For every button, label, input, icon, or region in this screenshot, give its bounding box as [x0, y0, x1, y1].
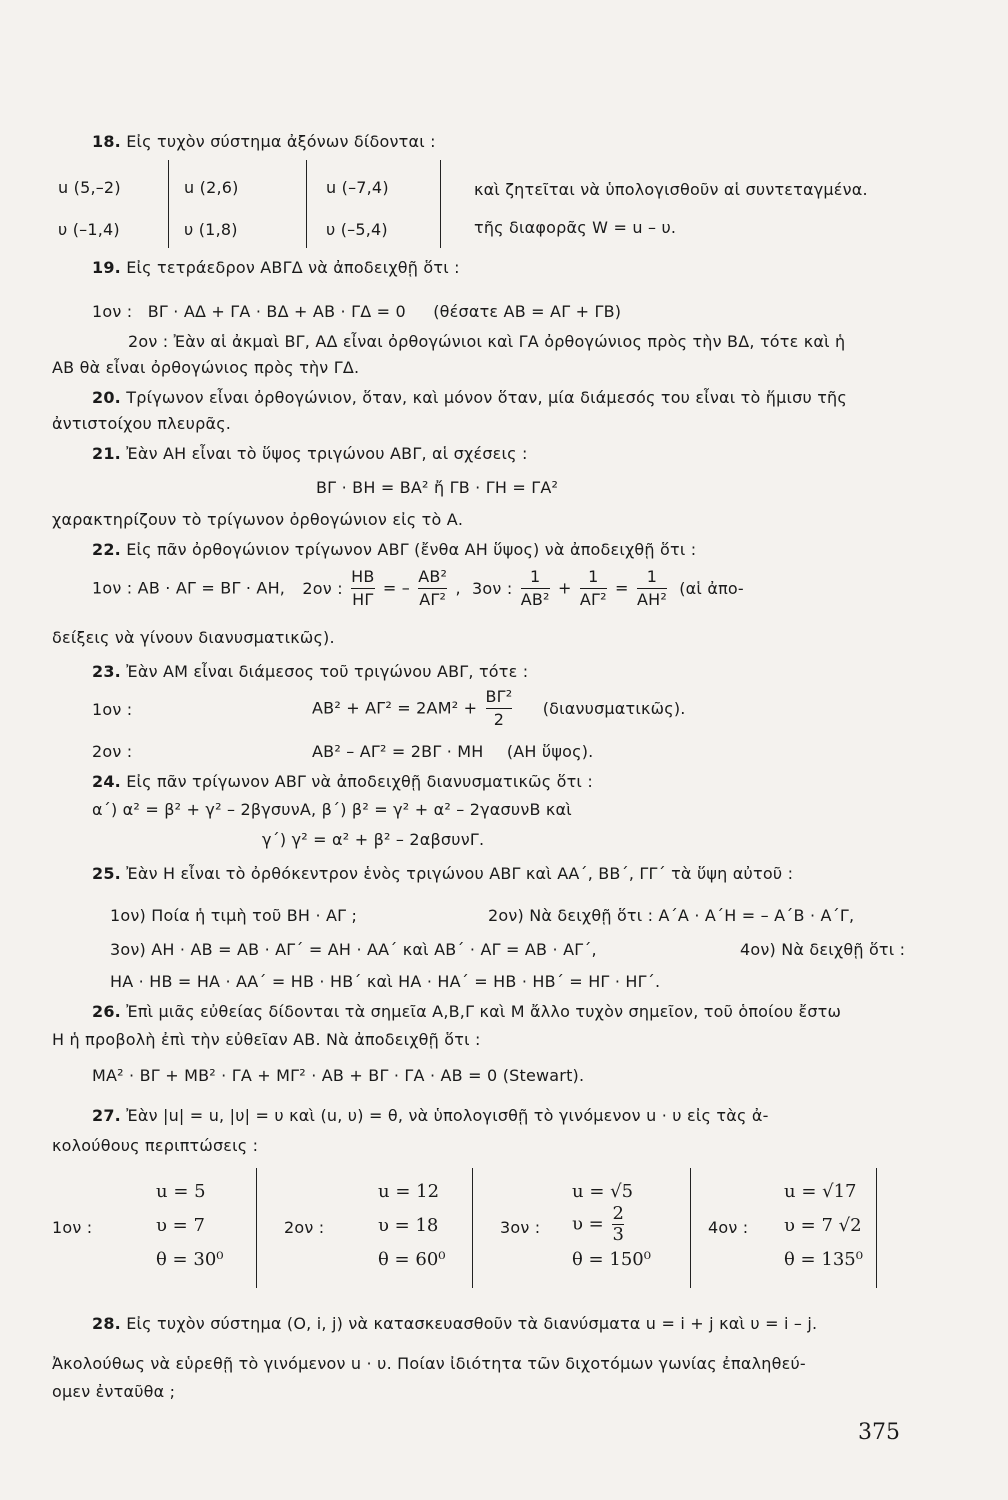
problem-text: Εἰς πᾶν τρίγωνον ΑΒΓ νὰ ἀποδειχθῇ διανυσματικῶς ὅτι : [126, 772, 593, 791]
table-divider [168, 160, 169, 248]
vector-u2: u (2,6) [184, 178, 239, 197]
problem-23-label-2: 2ον : [92, 742, 133, 761]
problem-number: 26. [92, 1002, 121, 1021]
problem-18-right-2 [474, 216, 676, 240]
denominator: ΑΓ² [419, 590, 447, 609]
table-divider [690, 1168, 691, 1288]
problem-number: 27. [92, 1106, 121, 1125]
case-3-theta: θ = 150⁰ [572, 1249, 651, 1270]
problem-28-line3: ομεν ἐνταῦθα ; [52, 1382, 176, 1401]
formula: ΒΓ · ΑΔ + ΓΑ · ΒΔ + ΑΒ · ΓΔ = 0 [147, 302, 406, 321]
denominator: ΑΒ² [520, 590, 550, 609]
text: τῆς διαφορᾶς [474, 218, 587, 237]
denominator: ΗΓ [352, 590, 374, 609]
numerator: ΑΒ² [418, 567, 448, 586]
problem-18-right-1: καὶ ζητεῖται νὰ ὑπολογισθοῦν αἱ συντεταγμένα. [474, 180, 868, 199]
problem-text: Ἐὰν Η εἶναι τὸ ὀρθόκεντρον ἑνὸς τριγώνου ΑΒΓ καὶ ΑΑ΄, ΒΒ΄, ΓΓ΄ τὰ ὕψη αὐτοῦ : [126, 864, 794, 883]
note: (διανυσματικῶς). [542, 698, 686, 718]
problem-19-heading [92, 256, 460, 280]
case-2-u: u = 12 [378, 1181, 440, 1202]
problem-24-line3: γ΄) γ² = α² + β² – 2αβσυνΓ. [262, 830, 485, 849]
vector-u3: u (–7,4) [326, 178, 389, 197]
problem-26-line2: Η ἡ προβολὴ ἐπὶ τὴν εὐθεῖαν ΑΒ. Νὰ ἀποδειχθῇ ὅτι : [52, 1030, 481, 1049]
page-number: 375 [858, 1420, 900, 1445]
problem-25-line2b: 2ον) Νὰ δειχθῇ ὅτι : Α΄Α · Α΄Η = – Α΄Β · Α΄Γ, [488, 906, 855, 925]
problem-number: 18. [92, 132, 121, 151]
case-4-label: 4ον : [708, 1218, 749, 1237]
problem-text: Ἐπὶ μιᾶς εὐθείας δίδονται τὰ σημεῖα Α,Β,Γ καὶ Μ ἄλλο τυχὸν σημεῖον, τοῦ ὁποίου ἔστω [126, 1002, 842, 1021]
problem-19-line3: ΑΒ θὰ εἶναι ὀρθογώνιος πρὸς τὴν ΓΔ. [52, 358, 360, 377]
problem-24-line2: α΄) α² = β² + γ² – 2βγσυνΑ, β΄) β² = γ² + α² – 2γασυνΒ καὶ [92, 800, 572, 819]
problem-21-line1 [92, 442, 528, 466]
problem-25-line3a: 3ον) ΑΗ · ΑΒ = ΑΒ · ΑΓ΄ = ΑΗ · ΑΑ΄ καὶ ΑΒ΄ · ΑΓ = ΑΒ · ΑΓ΄, [110, 940, 597, 959]
problem-25-line1 [92, 862, 793, 886]
denominator: ΑΗ² [636, 590, 667, 609]
problem-number: 20. [92, 388, 121, 407]
problem-text: Εἰς τετράεδρον ΑΒΓΔ νὰ ἀποδειχθῇ ὅτι : [126, 258, 460, 277]
problem-21-formula: ΒΓ · ΒΗ = ΒΑ² ἤ ΓΒ · ΓΗ = ΓΑ² [316, 478, 559, 497]
table-divider [256, 1168, 257, 1288]
part-2-label: 2ον : [302, 578, 343, 598]
problem-21-line3: χαρακτηρίζουν τὸ τρίγωνον ὀρθογώνιον εἰς τὸ Α. [52, 510, 464, 529]
problem-25-line4: ΗΑ · ΗΒ = ΗΑ · ΑΑ΄ = ΗΒ · ΗΒ΄ καὶ ΗΑ · ΗΑ΄ = ΗΒ · ΗΒ΄ = ΗΓ · ΗΓ΄. [110, 972, 661, 991]
problem-number: 25. [92, 864, 121, 883]
case-2-theta: θ = 60⁰ [378, 1249, 446, 1270]
problem-number: 19. [92, 258, 121, 277]
problem-26-line3: ΜΑ² · ΒΓ + ΜΒ² · ΓΑ + ΜΓ² · ΑΒ + ΒΓ · ΓΑ · ΑΒ = 0 (Stewart). [92, 1066, 585, 1085]
problem-28-line2: Ἀκολούθως νὰ εὑρεθῇ τὸ γινόμενον u · υ. Ποίαν ἰδιότητα τῶν διχοτόμων γωνίας ἐπαληθεύ- [52, 1354, 806, 1373]
case-4-theta: θ = 135⁰ [784, 1249, 863, 1270]
problem-22-line1 [92, 538, 696, 562]
numerator: ΒΓ² [485, 687, 513, 706]
vector-v1: υ (–1,4) [58, 220, 120, 239]
numerator: 1 [529, 567, 541, 586]
numerator: 2 [612, 1203, 624, 1224]
problem-24-line1 [92, 770, 593, 794]
problem-22-line3: δείξεις νὰ γίνουν διανυσματικῶς). [52, 628, 335, 647]
note: (αἱ ἀπο- [679, 578, 744, 598]
table-divider [472, 1168, 473, 1288]
case-3-label: 3ον : [500, 1218, 541, 1237]
note: (ΑΗ ὕψος). [506, 742, 594, 761]
problem-19-line1 [92, 300, 621, 324]
fraction-1-ag2 [580, 566, 607, 611]
problem-25-line2a: 1ον) Ποία ἡ τιμὴ τοῦ ΒΗ · ΑΓ ; [110, 906, 358, 925]
problem-number: 22. [92, 540, 121, 559]
denominator: 2 [486, 708, 513, 731]
vector-v2: υ (1,8) [184, 220, 238, 239]
problem-text: Ἐὰν ΑΜ εἶναι διάμεσος τοῦ τριγώνου ΑΒΓ, τότε : [126, 662, 529, 681]
case-2-label: 2ον : [284, 1218, 325, 1237]
problem-19-line2: 2ον : Ἐὰν αἱ ἀκμαὶ ΒΓ, ΑΔ εἶναι ὀρθογώνιοι καὶ ΓΑ ὀρθογώνιος πρὸς τὴν ΒΔ, τότε καὶ ἡ [128, 332, 846, 351]
case-1-v: υ = 7 [156, 1215, 205, 1236]
formula: ΑΒ² – ΑΓ² = 2ΒΓ · ΜΗ [312, 742, 484, 761]
denominator: 3 [612, 1224, 624, 1245]
problem-number: 21. [92, 444, 121, 463]
case-2-v: υ = 18 [378, 1215, 439, 1236]
case-3-v [572, 1204, 627, 1245]
problem-text: Ἐὰν ΑΗ εἶναι τὸ ὕψος τριγώνου ΑΒΓ, αἱ σχέσεις : [126, 444, 528, 463]
problem-27-line1 [92, 1104, 769, 1128]
denominator: ΑΓ² [579, 590, 607, 609]
problem-text: Εἰς πᾶν ὀρθογώνιον τρίγωνον ΑΒΓ (ἔνθα ΑΗ ὕψος) νὰ ἀποδειχθῇ ὅτι : [126, 540, 697, 559]
problem-text: Εἰς τυχὸν σύστημα (Ο, i, j) νὰ κατασκευασθοῦν τὰ διανύσματα u = i + j καὶ υ = i – j. [126, 1314, 818, 1333]
problem-23-formula-2 [312, 740, 593, 764]
table-divider [440, 160, 441, 248]
problem-20-line2: ἀντιστοίχου πλευρᾶς. [52, 414, 232, 433]
numerator: 1 [646, 567, 658, 586]
problem-text: Ἐὰν |u| = u, |υ| = υ καὶ (u, υ) = θ, νὰ ὑπολογισθῇ τὸ γινόμενον u · υ εἰς τὰς ἀ- [126, 1106, 769, 1125]
case-3-u: u = √5 [572, 1181, 634, 1202]
vector-u1: u (5,–2) [58, 178, 121, 197]
part-1: 1ον : ΑΒ · ΑΓ = ΒΓ · ΑΗ, [92, 578, 286, 598]
problem-22-formulas: 1ον : ΑΒ · ΑΓ = ΒΓ · ΑΗ, 2ον : $\frac{HB}{H\Gamma}$ = – $\frac{\text{ΑΒ²}}{\text{ΑΓ²}}$ , 3ον : $\frac{1}{\text{ΑΒ²}}$ + $\frac{1}{\text{ΑΓ²}}$ = $\frac{1}{\text{ΑΗ²}}$ (αἱ ἀπο- [92, 567, 744, 609]
problem-20-line1 [92, 386, 847, 410]
problem-number: 23. [92, 662, 121, 681]
fraction-hb-hg [351, 566, 374, 611]
problem-23-line1 [92, 660, 528, 684]
case-1-label: 1ον : [52, 1218, 93, 1237]
problem-text: Τρίγωνον εἶναι ὀρθογώνιον, ὅταν, καὶ μόνον ὅταν, μία διάμεσός του εἶναι τὸ ἥμισυ τῆς [126, 388, 847, 407]
problem-25-line3b: 4ον) Νὰ δειχθῇ ὅτι : [740, 940, 906, 959]
formula: W = u – υ. [592, 218, 677, 237]
problem-23-formula-1 [312, 686, 686, 731]
case-1-theta: θ = 30⁰ [156, 1249, 224, 1270]
fraction-1-ah2 [637, 566, 667, 611]
problem-26-line1 [92, 1000, 841, 1024]
numerator: 1 [588, 567, 599, 586]
v-label: υ = [572, 1213, 604, 1235]
vector-v3: υ (–5,4) [326, 220, 388, 239]
problem-23-label-1: 1ον : [92, 700, 133, 719]
problem-text: Εἰς τυχὸν σύστημα ἀξόνων δίδονται : [126, 132, 436, 151]
fraction-2-3 [612, 1204, 623, 1245]
numerator: ΗΒ [351, 567, 375, 586]
equals-minus: = – [382, 578, 410, 598]
case-4-v: υ = 7 √2 [784, 1215, 862, 1236]
fraction-1-ab2 [521, 566, 550, 611]
problem-number: 28. [92, 1314, 121, 1333]
label: 1ον : [92, 302, 133, 321]
case-4-u: u = √17 [784, 1181, 857, 1202]
problem-18-heading [92, 130, 436, 154]
part-3-label: 3ον : [472, 578, 513, 598]
table-divider [876, 1168, 877, 1288]
comma: , [455, 578, 461, 598]
problem-28-line1 [92, 1312, 817, 1336]
table-divider [306, 160, 307, 248]
hint: (θέσατε ΑΒ = ΑΓ + ΓΒ) [433, 302, 622, 321]
case-1-u: u = 5 [156, 1181, 206, 1202]
formula: ΑΒ² + ΑΓ² = 2ΑΜ² + [312, 698, 478, 718]
fraction-ab2-ag2 [418, 566, 447, 611]
problem-27-line2: κολούθους περιπτώσεις : [52, 1136, 259, 1155]
problem-number: 24. [92, 772, 121, 791]
fraction-bg2-2 [486, 686, 513, 731]
